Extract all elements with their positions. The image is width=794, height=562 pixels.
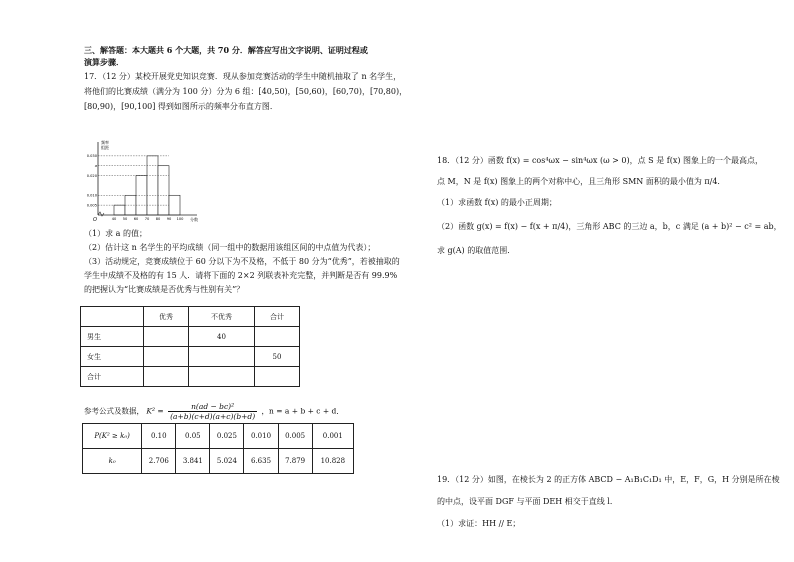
left-column bbox=[84, 44, 408, 113]
y-axis-label-denominator: 组距 bbox=[101, 145, 109, 150]
table-header bbox=[81, 307, 144, 327]
y-axis-label: 频率 bbox=[101, 140, 109, 145]
x-tick-label: 90 bbox=[166, 217, 172, 221]
table-cell bbox=[144, 367, 189, 387]
table-cell: 0.10 bbox=[142, 424, 176, 449]
histogram-bar bbox=[158, 166, 169, 215]
origin-label: O bbox=[93, 217, 97, 223]
table-cell bbox=[255, 367, 300, 387]
q17-part3-line3: 的把握认为“比赛成绩是否优秀与性别有关”？ bbox=[84, 285, 245, 294]
table-row bbox=[83, 424, 354, 449]
q19-line1: 19．（12 分）如图，在棱长为 2 的正方体 ABCD − A₁B₁C₁D₁ 中，E，F，G，H 分别是所在棱 bbox=[437, 475, 780, 484]
table-cell: 3.841 bbox=[176, 449, 210, 474]
q19-part1: （1）求证：HH // E； bbox=[437, 519, 521, 528]
table-row bbox=[83, 449, 354, 474]
table-row bbox=[81, 347, 300, 367]
table-row bbox=[81, 367, 300, 387]
table-cell bbox=[255, 327, 300, 347]
table-cell: 女生 bbox=[81, 347, 144, 367]
y-tick-label: a bbox=[94, 164, 97, 169]
q18-line1: 18．（12 分）函数 f(x) = cos⁴ωx − sin⁴ωx (ω > 0)，点 S 是 f(x) 图象上的一个最高点， bbox=[437, 156, 763, 165]
table-cell: 男生 bbox=[81, 327, 144, 347]
right-column bbox=[437, 155, 782, 257]
contingency-table bbox=[80, 306, 300, 387]
table-header: 优秀 bbox=[144, 307, 189, 327]
x-axis-label: 分数 bbox=[190, 217, 198, 222]
table-cell bbox=[189, 347, 255, 367]
q18-part2: （2）函数 g(x) = f(x) − f(x + π/4)，三角形 ABC 的三边 a，b，c 满足 (a + b)² − c² = ab， bbox=[437, 222, 782, 231]
table-cell: 2.706 bbox=[142, 449, 176, 474]
x-tick-label: 60 bbox=[133, 217, 139, 221]
q18-line2: 点 M，N 是 f(x) 图象上的两个对称中心，且三角形 SMN 面积的最小值为 π/4． bbox=[437, 177, 726, 186]
q19-line2: 的中点，设平面 DGF 与平面 DEH 相交于直线 l． bbox=[437, 497, 618, 506]
y-tick-label: 0.030 bbox=[86, 154, 97, 159]
x-tick-label: 50 bbox=[122, 217, 128, 221]
q17-part3-line1: （3）活动规定，竞赛成绩位于 60 分以下为不及格，不低于 80 分为“优秀”，若被抽取的 bbox=[84, 257, 400, 266]
table-cell: 40 bbox=[189, 327, 255, 347]
formula-suffix: ，n = a + b + c + d． bbox=[261, 406, 344, 416]
q17-line2: 将他们的比赛成绩（满分为 100 分）分为 6 组：[40,50)，[50,60)，[60,70)，[70,80)， bbox=[84, 87, 408, 96]
histogram-bar bbox=[114, 205, 125, 215]
q17-parts bbox=[84, 228, 400, 296]
q18-part2-end: 求 g(A) 的取值范围． bbox=[437, 246, 516, 255]
table-cell: 合计 bbox=[81, 367, 144, 387]
x-tick-label: 80 bbox=[155, 217, 161, 221]
y-tick-label: 0.020 bbox=[86, 173, 97, 178]
table-cell: 0.025 bbox=[210, 424, 244, 449]
x-tick-label: 100 bbox=[176, 217, 184, 221]
formula-denominator: (a+b)(c+d)(a+c)(b+d) bbox=[170, 412, 256, 421]
table-cell bbox=[144, 347, 189, 367]
x-tick-label: 70 bbox=[144, 217, 150, 221]
section-header-cont: 演算步骤． bbox=[84, 57, 124, 67]
table-header: 不优秀 bbox=[189, 307, 255, 327]
table-cell: 0.010 bbox=[244, 424, 278, 449]
formula-numerator: n(ad − bc)² bbox=[168, 402, 257, 412]
q17-part1: （1）求 a 的值； bbox=[84, 229, 147, 238]
table-cell: 7.879 bbox=[278, 449, 312, 474]
table-row-label: k₀ bbox=[83, 449, 142, 474]
formula-prefix: 参考公式及数据， bbox=[84, 406, 144, 416]
y-tick-label: 0.010 bbox=[86, 193, 97, 198]
q17-part2: （2）估计这 n 名学生的平均成绩（同一组中的数据用该组区间的中点值为代表）； bbox=[84, 243, 376, 252]
x-tick-label: 40 bbox=[111, 217, 117, 221]
y-tick-label: 0.005 bbox=[86, 203, 97, 208]
reference-formula bbox=[84, 402, 344, 421]
table-cell: 0.005 bbox=[278, 424, 312, 449]
formula-k2: K² = bbox=[146, 406, 164, 416]
q17-part3-line2: 学生中成绩不及格的有 15 人．请将下面的 2×2 列联表补充完整，并判断是否有 99.9% bbox=[84, 271, 398, 280]
table-cell: 5.024 bbox=[210, 449, 244, 474]
table-cell: 0.001 bbox=[312, 424, 353, 449]
q17-line3: [80,90)，[90,100] 得到如图所示的频率分布直方图． bbox=[84, 102, 278, 111]
q19-block bbox=[437, 474, 780, 530]
frequency-histogram bbox=[84, 138, 204, 226]
table-cell: 10.828 bbox=[312, 449, 353, 474]
histogram-bar bbox=[147, 156, 158, 215]
q17-line1: 17．（12 分）某校开展党史知识竞赛．现从参加竞赛活动的学生中随机抽取了 n 名学生， bbox=[84, 72, 402, 81]
critical-values-table bbox=[82, 423, 354, 474]
table-cell: 6.635 bbox=[244, 449, 278, 474]
table-cell bbox=[144, 327, 189, 347]
table-row-label: P(K² ≥ k₀) bbox=[83, 424, 142, 449]
table-header: 合计 bbox=[255, 307, 300, 327]
table-cell bbox=[189, 367, 255, 387]
q18-part1: （1）求函数 f(x) 的最小正周期； bbox=[437, 198, 557, 207]
table-cell: 0.05 bbox=[176, 424, 210, 449]
section-header: 三、解答题：本大题共 6 个大题，共 70 分．解答应写出文字说明、证明过程或 bbox=[84, 45, 368, 55]
table-cell: 50 bbox=[255, 347, 300, 367]
table-row bbox=[81, 327, 300, 347]
histogram-bar bbox=[169, 195, 180, 215]
table-header-row bbox=[81, 307, 300, 327]
